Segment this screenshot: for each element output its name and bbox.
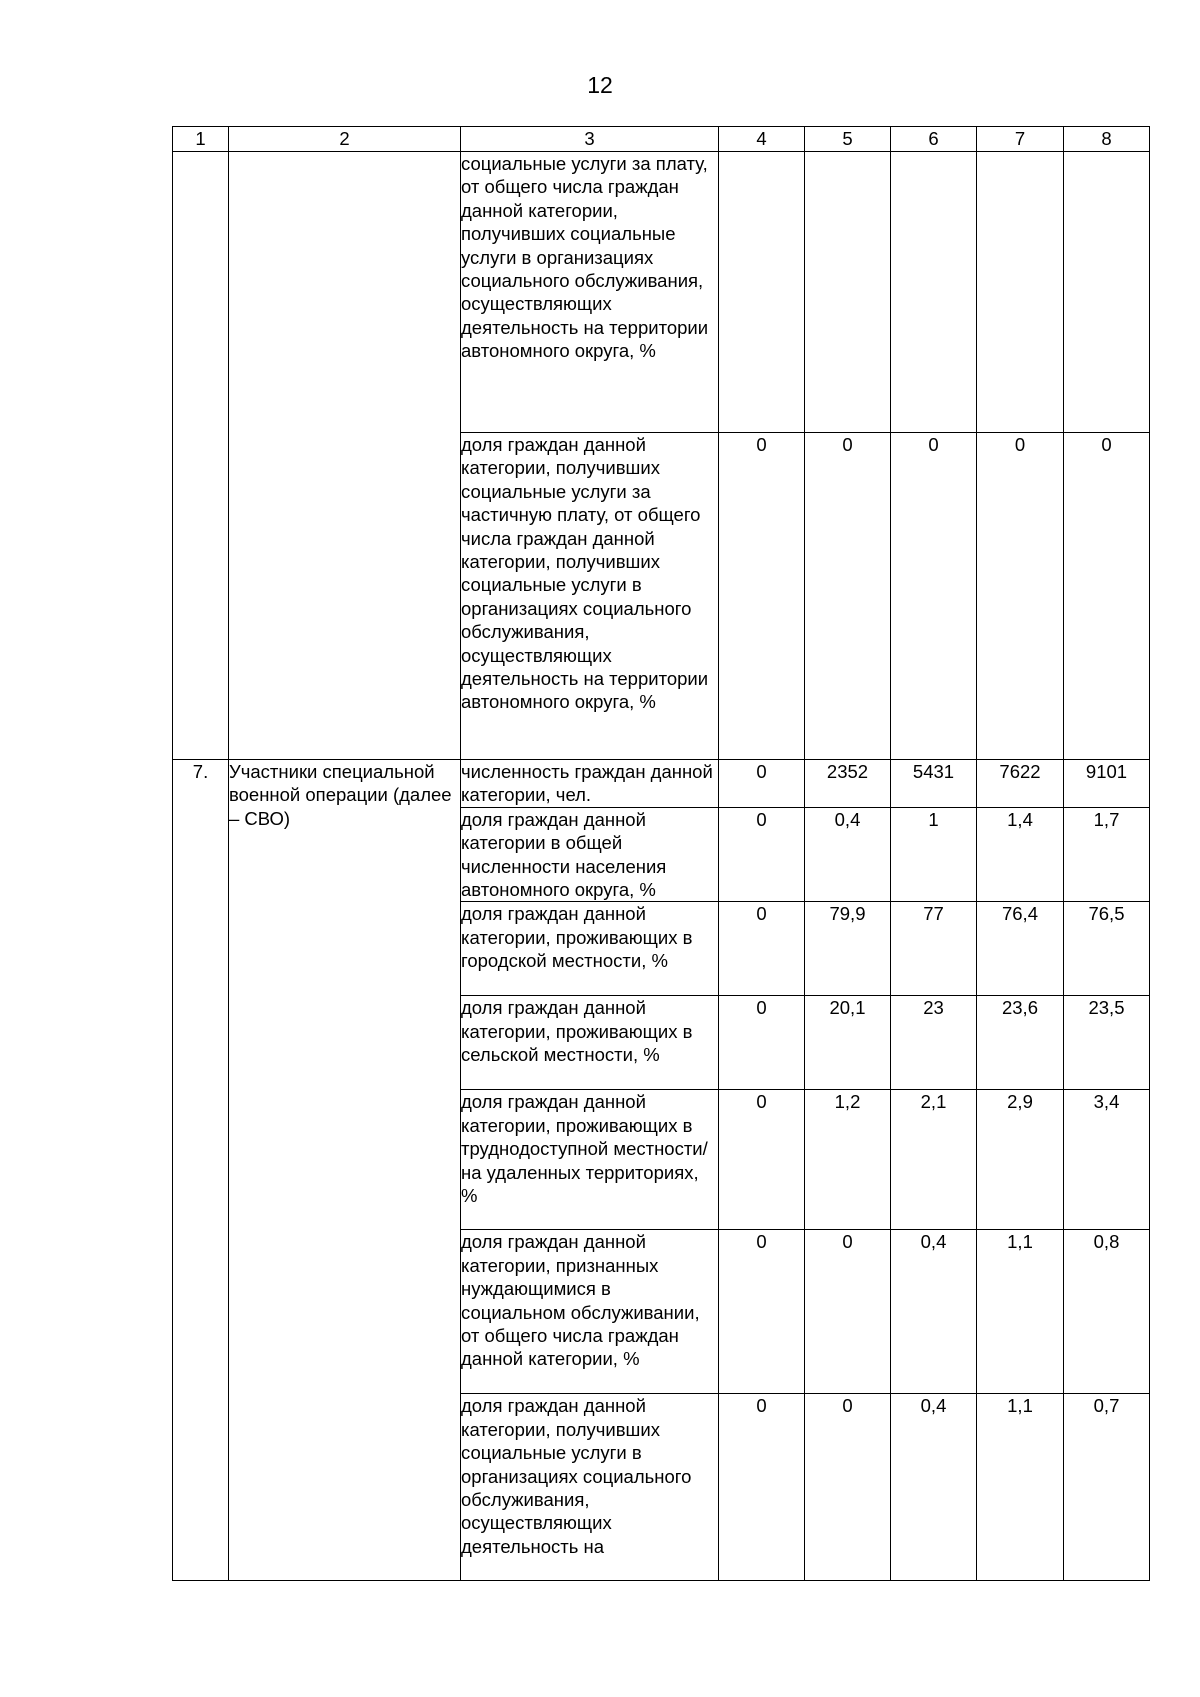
value-cell: 2,1 bbox=[891, 1090, 977, 1230]
row-number-cell bbox=[173, 152, 229, 760]
category-cell bbox=[229, 152, 461, 760]
value-cell: 2,9 bbox=[977, 1090, 1064, 1230]
indicators-table bbox=[172, 126, 1150, 1581]
column-header: 1 bbox=[173, 127, 229, 152]
value-cell: 0,7 bbox=[1064, 1394, 1150, 1581]
value-cell: 76,5 bbox=[1064, 902, 1150, 996]
value-cell: 0 bbox=[805, 433, 891, 760]
table-row bbox=[173, 760, 1150, 808]
indicator-cell: доля граждан данной категории, получивших социальные услуги в организациях социального обслуживания, осуществляющих деятельность на bbox=[461, 1394, 719, 1581]
value-cell: 0 bbox=[805, 1230, 891, 1394]
value-cell: 23,6 bbox=[977, 996, 1064, 1090]
value-cell: 9101 bbox=[1064, 760, 1150, 808]
table-header-row bbox=[173, 127, 1150, 152]
value-cell: 3,4 bbox=[1064, 1090, 1150, 1230]
value-cell: 1,1 bbox=[977, 1230, 1064, 1394]
indicator-cell: доля граждан данной категории, проживающих в сельской местности, % bbox=[461, 996, 719, 1090]
value-cell: 0,4 bbox=[805, 807, 891, 902]
value-cell: 1,1 bbox=[977, 1394, 1064, 1581]
column-header: 4 bbox=[719, 127, 805, 152]
value-cell: 0 bbox=[719, 807, 805, 902]
value-cell: 0 bbox=[719, 433, 805, 760]
value-cell: 0 bbox=[719, 1394, 805, 1581]
indicator-cell: численность граждан данной категории, чел. bbox=[461, 760, 719, 808]
column-header: 3 bbox=[461, 127, 719, 152]
value-cell: 0 bbox=[977, 433, 1064, 760]
value-cell bbox=[719, 152, 805, 433]
value-cell: 7622 bbox=[977, 760, 1064, 808]
table-row bbox=[173, 152, 1150, 433]
row-number-cell: 7. bbox=[173, 760, 229, 1581]
value-cell: 0 bbox=[719, 1230, 805, 1394]
indicator-cell: доля граждан данной категории, проживающих в городской местности, % bbox=[461, 902, 719, 996]
value-cell: 23 bbox=[891, 996, 977, 1090]
value-cell: 5431 bbox=[891, 760, 977, 808]
indicator-cell: доля граждан данной категории, получивших социальные услуги за частичную плату, от общего числа граждан данной категории, получивших социальные услуги в организациях социального обслуживания, осуществляющих деятельность на территории автономного округа, % bbox=[461, 433, 719, 760]
category-cell: Участники специальной военной операции (далее – СВО) bbox=[229, 760, 461, 1581]
value-cell: 20,1 bbox=[805, 996, 891, 1090]
value-cell: 23,5 bbox=[1064, 996, 1150, 1090]
value-cell: 0 bbox=[719, 760, 805, 808]
value-cell: 0,4 bbox=[891, 1230, 977, 1394]
value-cell: 0 bbox=[719, 902, 805, 996]
value-cell: 1 bbox=[891, 807, 977, 902]
page-number: 12 bbox=[587, 72, 613, 98]
value-cell bbox=[891, 152, 977, 433]
indicator-cell: социальные услуги за плату, от общего числа граждан данной категории, получивших социальные услуги в организациях социального обслуживания, осуществляющих деятельность на территории автономного округа, % bbox=[461, 152, 719, 433]
indicator-cell: доля граждан данной категории, проживающих в труднодоступной местности/на удаленных территориях, % bbox=[461, 1090, 719, 1230]
column-header: 2 bbox=[229, 127, 461, 152]
value-cell: 0 bbox=[805, 1394, 891, 1581]
value-cell bbox=[977, 152, 1064, 433]
value-cell: 2352 bbox=[805, 760, 891, 808]
value-cell: 0 bbox=[719, 1090, 805, 1230]
value-cell: 0 bbox=[891, 433, 977, 760]
value-cell: 1,4 bbox=[977, 807, 1064, 902]
value-cell: 1,2 bbox=[805, 1090, 891, 1230]
value-cell: 0 bbox=[719, 996, 805, 1090]
indicator-cell: доля граждан данной категории в общей численности населения автономного округа, % bbox=[461, 807, 719, 902]
value-cell: 0 bbox=[1064, 433, 1150, 760]
column-header: 7 bbox=[977, 127, 1064, 152]
column-header: 8 bbox=[1064, 127, 1150, 152]
value-cell: 0,4 bbox=[891, 1394, 977, 1581]
value-cell: 76,4 bbox=[977, 902, 1064, 996]
value-cell bbox=[1064, 152, 1150, 433]
value-cell: 1,7 bbox=[1064, 807, 1150, 902]
value-cell: 79,9 bbox=[805, 902, 891, 996]
value-cell: 0,8 bbox=[1064, 1230, 1150, 1394]
value-cell: 77 bbox=[891, 902, 977, 996]
indicator-cell: доля граждан данной категории, признанных нуждающимися в социальном обслуживании, от общего числа граждан данной категории, % bbox=[461, 1230, 719, 1394]
column-header: 6 bbox=[891, 127, 977, 152]
value-cell bbox=[805, 152, 891, 433]
column-header: 5 bbox=[805, 127, 891, 152]
